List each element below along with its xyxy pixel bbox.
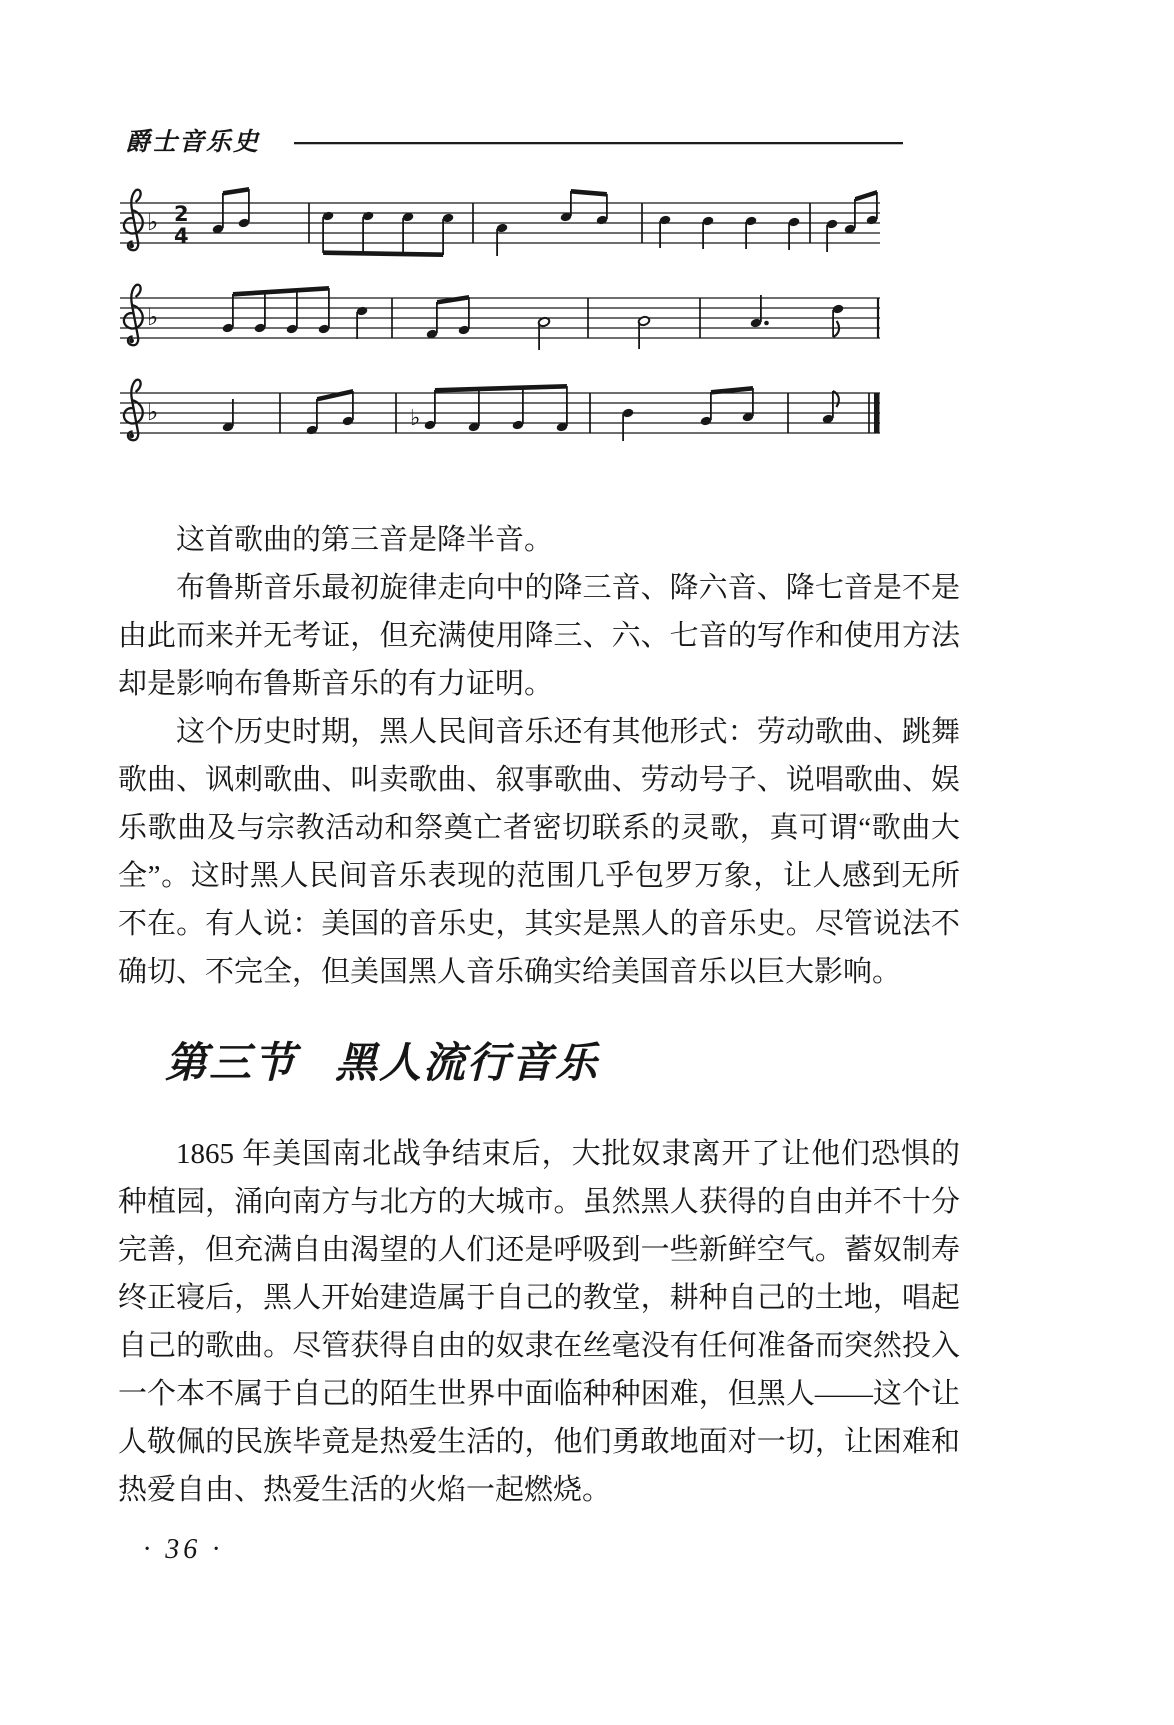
paragraph-3: 这个历史时期，黑人民间音乐还有其他形式：劳动歌曲、跳舞歌曲、讽刺歌曲、叫卖歌曲、叙事歌曲、劳动号子、说唱歌曲、娱乐歌曲及与宗教活动和祭奠亡者密切联系的灵歌，真可谓“歌曲大全”。这时黑人民间音乐表现的范围几乎包罗万象，让人感到无所不在。有人说：美国的音乐史，其实是黑人的音乐史。尽管说法不确切、不完全，但美国黑人音乐确实给美国音乐以巨大影响。: [118, 716, 960, 988]
staff-3: [120, 373, 880, 458]
music-notation: [120, 183, 880, 468]
section-number: 第三节: [165, 1039, 298, 1086]
svg-text:4: 4: [174, 224, 189, 248]
svg-text:♭: ♭: [147, 303, 159, 331]
page-number: · 36 ·: [143, 1534, 224, 1565]
svg-text:♭: ♭: [147, 398, 159, 426]
running-header: [125, 122, 903, 158]
section-title: 黑人流行音乐: [335, 1039, 600, 1086]
paragraph-1: 这首歌曲的第三音是降半音。: [176, 524, 554, 556]
section-heading: [118, 1038, 960, 1088]
header-rule: [294, 142, 903, 144]
svg-text:2: 2: [174, 202, 189, 226]
svg-text:♭: ♭: [147, 208, 159, 236]
staff-2: [120, 278, 880, 363]
running-header-title: 爵士音乐史: [125, 128, 261, 156]
body-text: [118, 516, 960, 1574]
paragraph-2: 布鲁斯音乐最初旋律走向中的降三音、降六音、降七音是不是由此而来并无考证，但充满使用降三、六、七音的写作和使用方法却是影响布鲁斯音乐的有力证明。: [118, 572, 960, 700]
paragraph-4: 1865 年美国南北战争结束后，大批奴隶离开了让他们恐惧的种植园，涌向南方与北方的大城市。虽然黑人获得的自由并不十分完善，但充满自由渴望的人们还是呼吸到一些新鲜空气。蓄奴制寿终正寝后，黑人开始建造属于自己的教堂，耕种自己的土地，唱起自己的歌曲。尽管获得自由的奴隶在丝毫没有任何准备而突然投入一个本不属于自己的陌生世界中面临种种困难，但黑人——这个让人敬佩的民族毕竟是热爱生活的，他们勇敢地面对一切，让困难和热爱自由、热爱生活的火焰一起燃烧。: [118, 1138, 960, 1506]
svg-text:♭: ♭: [410, 406, 421, 431]
staff-1: [120, 183, 880, 268]
